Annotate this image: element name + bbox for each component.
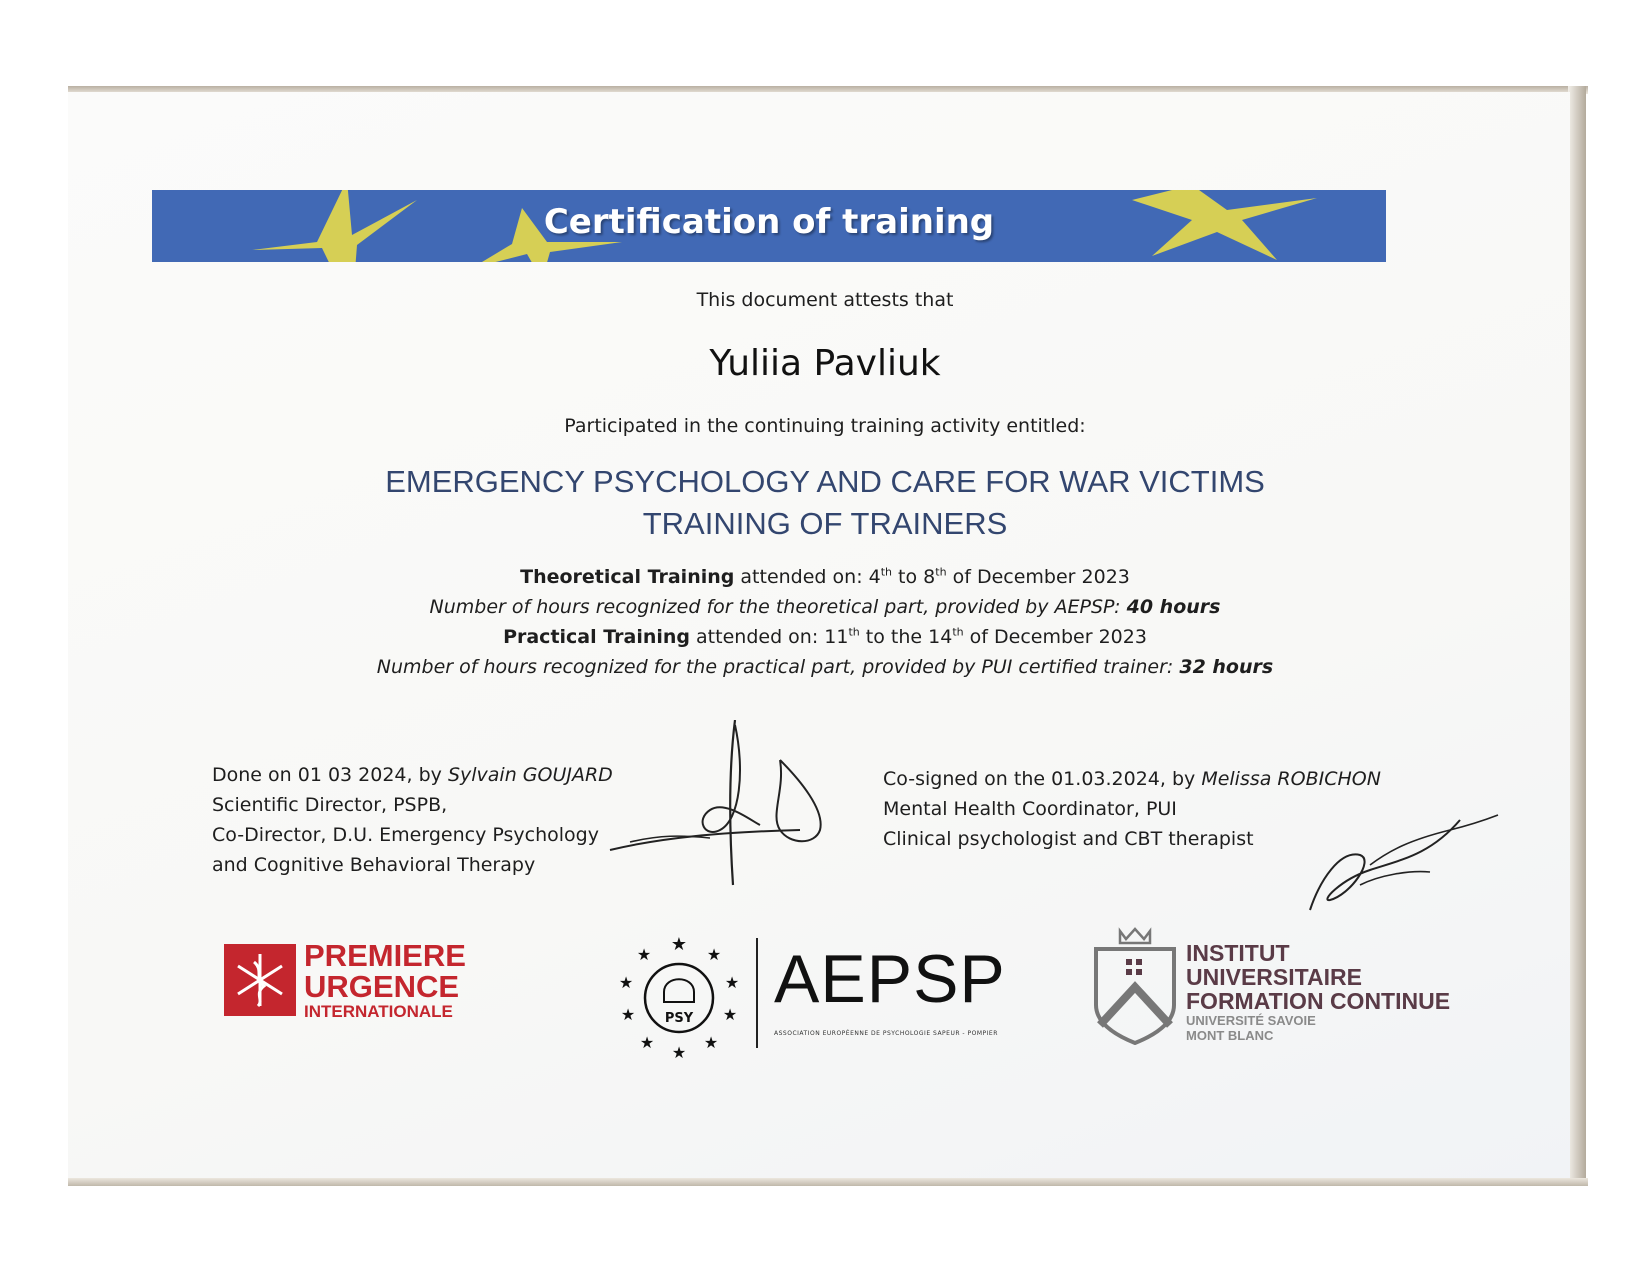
course-title-line2: TRAINING OF TRAINERS	[642, 506, 1008, 541]
theoretical-to: to 8	[892, 566, 936, 588]
pui-line3: INTERNATIONALE	[304, 1002, 453, 1021]
signatory-right-role1: Mental Health Coordinator, PUI	[883, 798, 1177, 820]
aepsp-wordmark: AEPSP	[774, 941, 1006, 1017]
practical-attended: attended on: 11	[690, 626, 849, 648]
ordinal-suffix: th	[880, 565, 893, 579]
svg-text:★: ★	[670, 934, 688, 955]
signatory-left	[212, 760, 613, 880]
pui-emblem-icon	[224, 944, 296, 1016]
signatory-left-done: Done on 01 03 2024, by	[212, 764, 448, 786]
practical-to: to the 14	[859, 626, 953, 648]
signatory-left-name: Sylvain GOUJARD	[447, 764, 613, 786]
title-banner	[152, 190, 1386, 262]
ordinal-suffix: th	[935, 565, 947, 579]
svg-text:★: ★	[620, 1005, 636, 1024]
svg-text:★: ★	[724, 973, 740, 992]
course-title-line1: EMERGENCY PSYCHOLOGY AND CARE FOR WAR VICTIMS	[385, 464, 1265, 499]
recipient-name: Yuliia Pavliuk	[709, 343, 941, 384]
signatory-left-role3: and Cognitive Behavioral Therapy	[212, 854, 536, 876]
ordinal-suffix: th	[848, 625, 860, 639]
theoretical-attended: attended on: 4	[734, 566, 881, 588]
aepsp-emblem-icon	[614, 930, 744, 1060]
svg-text:★: ★	[722, 1005, 738, 1024]
practical-hours-text: Number of hours recognized for the practical part, provided by PUI certified trainer:	[376, 656, 1180, 678]
theoretical-hours-text: Number of hours recognized for the theoretical part, provided by AEPSP:	[429, 596, 1127, 618]
iufc-line5: MONT BLANC	[1186, 1028, 1274, 1043]
ordinal-suffix: th	[952, 625, 964, 639]
aepsp-divider	[756, 938, 758, 1048]
theoretical-month: of December 2023	[946, 566, 1130, 588]
iufc-line4: UNIVERSITÉ SAVOIE	[1186, 1013, 1316, 1028]
signature-right	[1300, 800, 1500, 920]
attests-text: This document attests that	[696, 289, 954, 311]
practical-label: Practical Training	[503, 626, 690, 648]
signatory-left-role1: Scientific Director, PSPB,	[212, 794, 448, 816]
svg-text:★: ★	[639, 1033, 655, 1052]
theoretical-dates	[0, 566, 1650, 588]
practical-dates	[0, 626, 1650, 648]
aepsp-badge-text: PSY	[664, 1011, 694, 1026]
paper-edge-bottom	[68, 1178, 1588, 1186]
aepsp-subtitle: ASSOCIATION EUROPÉENNE DE PSYCHOLOGIE SAPEUR - POMPIER	[774, 1030, 998, 1037]
svg-text:★: ★	[706, 945, 722, 964]
svg-text:★: ★	[671, 1043, 687, 1060]
aepsp-logo	[614, 930, 1006, 1064]
practical-month: of December 2023	[963, 626, 1147, 648]
iufc-wordmark	[1186, 941, 1450, 1043]
participated-text: Participated in the continuing training activity entitled:	[564, 415, 1086, 437]
signatory-right-done: Co-signed on the 01.03.2024, by	[883, 768, 1202, 790]
iufc-logo	[1090, 925, 1451, 1049]
iufc-line2: UNIVERSITAIRE	[1186, 964, 1362, 990]
certificate-title: Certification of training	[543, 202, 995, 242]
theoretical-label: Theoretical Training	[520, 566, 735, 588]
theoretical-hours-value: 40 hours	[1126, 596, 1221, 618]
iufc-line3: FORMATION CONTINUE	[1186, 988, 1451, 1014]
iufc-line1: INSTITUT	[1186, 940, 1290, 966]
signatory-right-name: Melissa ROBICHON	[1201, 768, 1381, 790]
svg-text:★: ★	[618, 973, 634, 992]
pui-line1: PREMIERE	[304, 938, 466, 973]
signatory-left-role2: Co-Director, D.U. Emergency Psychology	[212, 824, 599, 846]
pui-line2: URGENCE	[304, 969, 460, 1004]
practical-hours-value: 32 hours	[1179, 656, 1274, 678]
svg-text:★: ★	[636, 945, 652, 964]
signature-left	[600, 720, 840, 890]
svg-text:★: ★	[703, 1033, 719, 1052]
signatory-right-role2: Clinical psychologist and CBT therapist	[883, 828, 1254, 850]
practical-hours	[0, 656, 1650, 678]
theoretical-hours	[0, 596, 1650, 618]
iufc-shield-icon	[1090, 925, 1180, 1045]
pui-wordmark	[304, 940, 466, 1020]
